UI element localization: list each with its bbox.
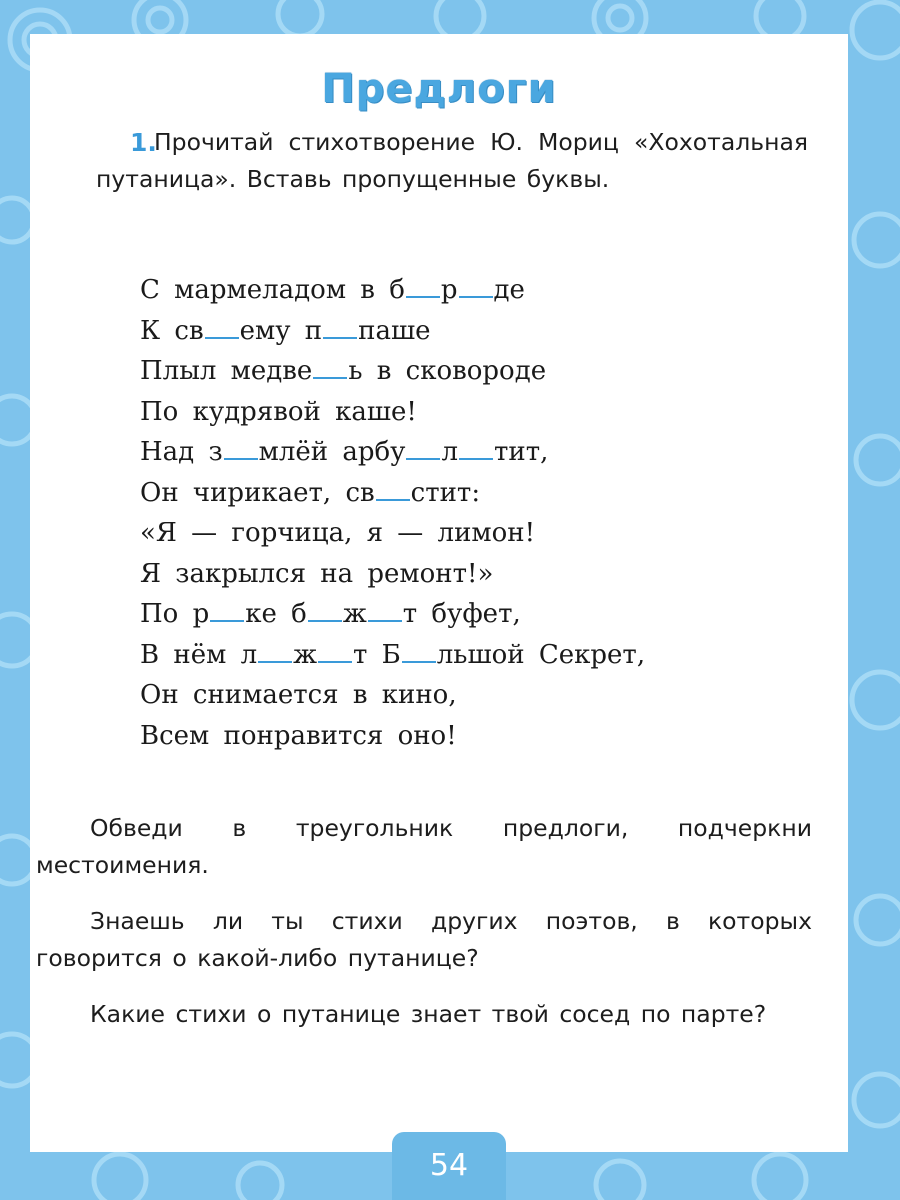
task-number: 1.	[130, 128, 157, 157]
poem-text: Всем понравится оно!	[140, 720, 457, 751]
poem-text: ж	[342, 599, 367, 629]
paragraph-instruction: Обведи в треугольник предлоги, подчеркни местоимения.	[36, 814, 812, 879]
poem-line	[140, 716, 800, 757]
missing-letter-blank[interactable]	[406, 274, 440, 298]
missing-letter-blank[interactable]	[323, 315, 357, 339]
poem-text: Я закрылся на ремонт!»	[140, 558, 494, 589]
missing-letter-blank[interactable]	[376, 477, 410, 501]
paragraph-question-2: Какие стихи о путанице знает твой сосед по парте?	[90, 1000, 767, 1028]
poem-line	[140, 675, 800, 716]
poem-text: паше	[358, 315, 431, 346]
page-number: 54	[429, 1148, 469, 1183]
poem-text: тит,	[494, 437, 549, 467]
missing-letter-blank[interactable]	[258, 639, 292, 663]
missing-letter-blank[interactable]	[402, 639, 436, 663]
missing-letter-blank[interactable]	[308, 598, 342, 622]
missing-letter-blank[interactable]	[459, 274, 493, 298]
missing-letter-blank[interactable]	[210, 598, 244, 622]
poem	[140, 270, 800, 756]
poem-text: де	[493, 275, 525, 305]
poem-line	[140, 432, 800, 473]
missing-letter-blank[interactable]	[459, 436, 493, 460]
poem-text: стит:	[410, 477, 481, 508]
poem-line	[140, 392, 800, 433]
poem-line	[140, 473, 800, 514]
missing-letter-blank[interactable]	[224, 436, 258, 460]
poem-line	[140, 351, 800, 392]
page-title: Предлоги	[321, 66, 557, 112]
poem-text: р	[440, 275, 458, 305]
poem-text: С мармеладом в б	[140, 275, 405, 305]
poem-text: В нём л	[140, 639, 258, 670]
poem-text: По р	[140, 599, 210, 629]
poem-text: ж	[293, 639, 318, 670]
missing-letter-blank[interactable]	[406, 436, 440, 460]
missing-letter-blank[interactable]	[205, 315, 239, 339]
poem-text: ке б	[245, 599, 307, 629]
poem-text: т буфет,	[402, 599, 521, 629]
poem-line	[140, 594, 800, 635]
poem-text: «Я — горчица, я — лимон!	[140, 518, 536, 548]
poem-line	[140, 270, 800, 311]
missing-letter-blank[interactable]	[313, 355, 347, 379]
missing-letter-blank[interactable]	[318, 639, 352, 663]
poem-line	[140, 635, 800, 676]
poem-line	[140, 554, 800, 595]
missing-letter-blank[interactable]	[368, 598, 402, 622]
poem-text: ь в сковороде	[348, 356, 547, 386]
poem-text: ему п	[239, 315, 323, 346]
poem-text: Плыл медве	[140, 356, 313, 386]
task-text: Прочитай стихотворение Ю. Мориц «Хохотальная путаница». Вставь пропущенные буквы.	[96, 128, 808, 193]
poem-text: По кудрявой каше!	[140, 396, 417, 427]
poem-text: Он снимается в кино,	[140, 680, 457, 710]
poem-text: млёй арбу	[258, 437, 406, 467]
paragraph-question-1: Знаешь ли ты стихи других поэтов, в которых говорится о какой-либо путанице?	[36, 907, 812, 972]
poem-text: льшой Секрет,	[436, 639, 646, 670]
poem-text: К св	[140, 315, 204, 346]
poem-text: Он чирикает, св	[140, 477, 375, 508]
poem-text: Над з	[140, 437, 223, 467]
poem-line	[140, 513, 800, 554]
poem-text: т Б	[353, 639, 401, 670]
poem-text: л	[441, 437, 458, 467]
poem-line	[140, 311, 800, 352]
task-instruction	[96, 124, 808, 198]
